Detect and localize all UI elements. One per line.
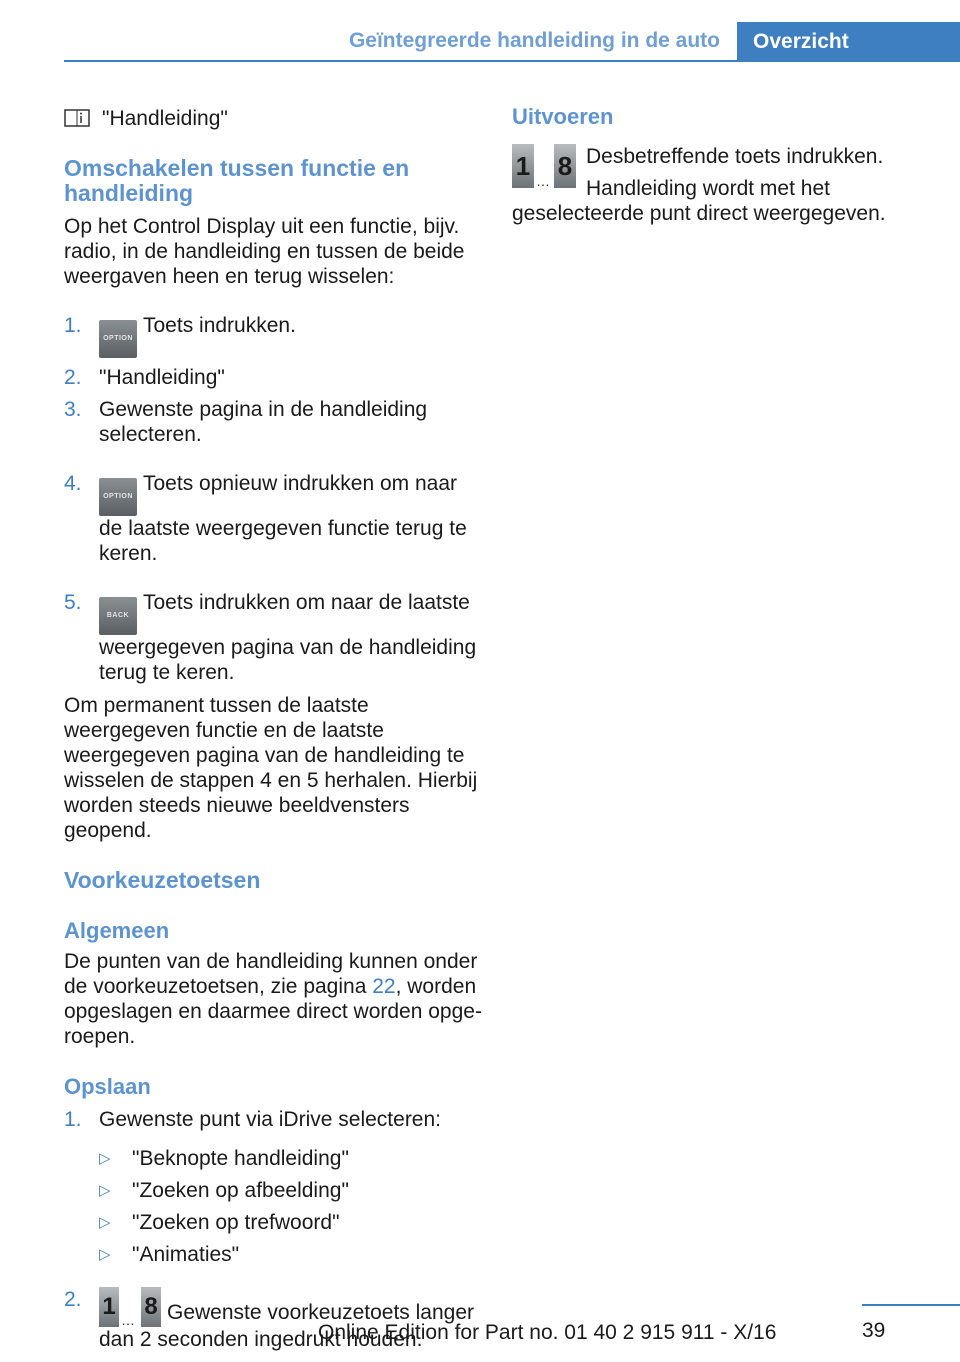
general-text-end: , worden opgeslagen en daarmee direct worden opgeroepen. <box>64 975 482 1048</box>
manual-book-icon <box>64 109 90 127</box>
list-item <box>64 397 482 447</box>
triangle-bullet-icon: ▷ <box>99 1246 111 1263</box>
section-heading-execute: Uitvoeren <box>512 104 614 129</box>
ellipsis-icon: … <box>536 173 550 189</box>
list-item <box>64 471 482 566</box>
option-text: "Animaties" <box>132 1243 240 1266</box>
right-column <box>512 100 912 226</box>
list-item <box>99 1146 482 1171</box>
header-rule <box>64 60 960 62</box>
option-text: "Beknopte handleiding" <box>132 1147 349 1170</box>
option-button-icon: OPTION <box>99 320 137 358</box>
page-number: 39 <box>862 1319 886 1342</box>
triangle-bullet-icon: ▷ <box>99 1214 111 1231</box>
footer-rule <box>862 1304 960 1306</box>
step-text: Gewenste punt via iDrive selecteren: <box>99 1108 441 1131</box>
ellipsis-icon: … <box>121 1312 135 1328</box>
list-item <box>64 313 482 358</box>
step-number: 3. <box>64 398 82 421</box>
summary-paragraph: Om permanent tussen de laatste weergegeven functie en de laatste weergegeven pagina van de handleiding te wisselen de stappen 4 en 5 herhalen. Hierbij worden steeds nieuwe beeldvensters geopend. <box>64 694 478 842</box>
step-text: Toets opnieuw indrukken om naar de laatste weergegeven functie terug te keren. <box>99 472 467 565</box>
subheading-save: Opslaan <box>64 1074 151 1099</box>
execute-line-1: Desbetreffende toets indrukken. <box>586 145 884 168</box>
step-text: Toets indrukken om naar de laatste weergegeven pagina van de handleiding terug te keren. <box>99 591 477 684</box>
option-text: "Zoeken op afbeelding" <box>132 1179 349 1202</box>
favorite-key-8-icon: 8 <box>554 144 576 188</box>
step-number: 2. <box>64 366 82 389</box>
intro-paragraph: Op het Control Display uit een functie, bijv. radio, in de handleiding en tussen de beide weergaven heen en terug wisselen: <box>64 215 465 288</box>
step-text: Gewenste voorkeuzetoets langer dan 2 seconden ingedrukt houden. <box>99 1301 475 1351</box>
page-link[interactable]: 22 <box>372 975 396 998</box>
step-number: 2. <box>64 1288 82 1311</box>
selection-options-list <box>99 1146 482 1267</box>
section-heading-presets: Voorkeuzetoetsen <box>64 867 261 893</box>
list-item <box>64 590 482 685</box>
option-text: "Zoeken op trefwoord" <box>132 1211 340 1234</box>
favorite-keys-icon <box>512 144 576 188</box>
menu-item-line <box>64 106 482 131</box>
favorite-key-1-icon: 1 <box>99 1287 119 1327</box>
favorite-keys-icon <box>99 1287 161 1327</box>
execute-block <box>512 144 912 226</box>
edition-footer: Online Edition for Part no. 01 40 2 915 911 - X/16 <box>318 1321 777 1344</box>
left-column <box>64 100 482 1352</box>
subheading-general: Algemeen <box>64 918 170 943</box>
general-text: De punten van de handleiding kunnen onder de voorkeuzetoetsen, zie pagina <box>64 950 478 998</box>
switch-steps-list <box>64 313 482 685</box>
general-paragraph <box>64 949 482 1049</box>
list-item <box>64 1107 482 1267</box>
list-item <box>99 1210 482 1235</box>
back-button-icon: BACK <box>99 597 137 635</box>
list-item <box>99 1178 482 1203</box>
section-heading-switch: Omschakelen tussen functie en handleiding <box>64 155 410 206</box>
step-number: 1. <box>64 314 82 337</box>
step-text: "Handleiding" <box>99 366 225 389</box>
running-header-chapter: Overzicht <box>737 22 960 62</box>
execute-line-2: Handleiding wordt met het geselecteerde punt direct weergegeven. <box>512 177 886 225</box>
triangle-bullet-icon: ▷ <box>99 1150 111 1167</box>
step-text: Toets indrukken. <box>143 314 296 337</box>
step-number: 1. <box>64 1108 82 1131</box>
favorite-key-1-icon: 1 <box>512 144 534 188</box>
list-item <box>64 365 482 390</box>
save-steps-list <box>64 1107 482 1352</box>
step-number: 5. <box>64 591 82 614</box>
menu-item-label: "Handleiding" <box>102 107 228 130</box>
step-text: Gewenste pagina in de handleiding selecteren. <box>99 398 428 446</box>
list-item <box>99 1242 482 1267</box>
triangle-bullet-icon: ▷ <box>99 1182 111 1199</box>
running-header-section: Geïntegreerde handleiding in de auto <box>348 29 720 52</box>
step-number: 4. <box>64 472 82 495</box>
favorite-key-8-icon: 8 <box>141 1287 161 1327</box>
option-button-icon: OPTION <box>99 478 137 516</box>
